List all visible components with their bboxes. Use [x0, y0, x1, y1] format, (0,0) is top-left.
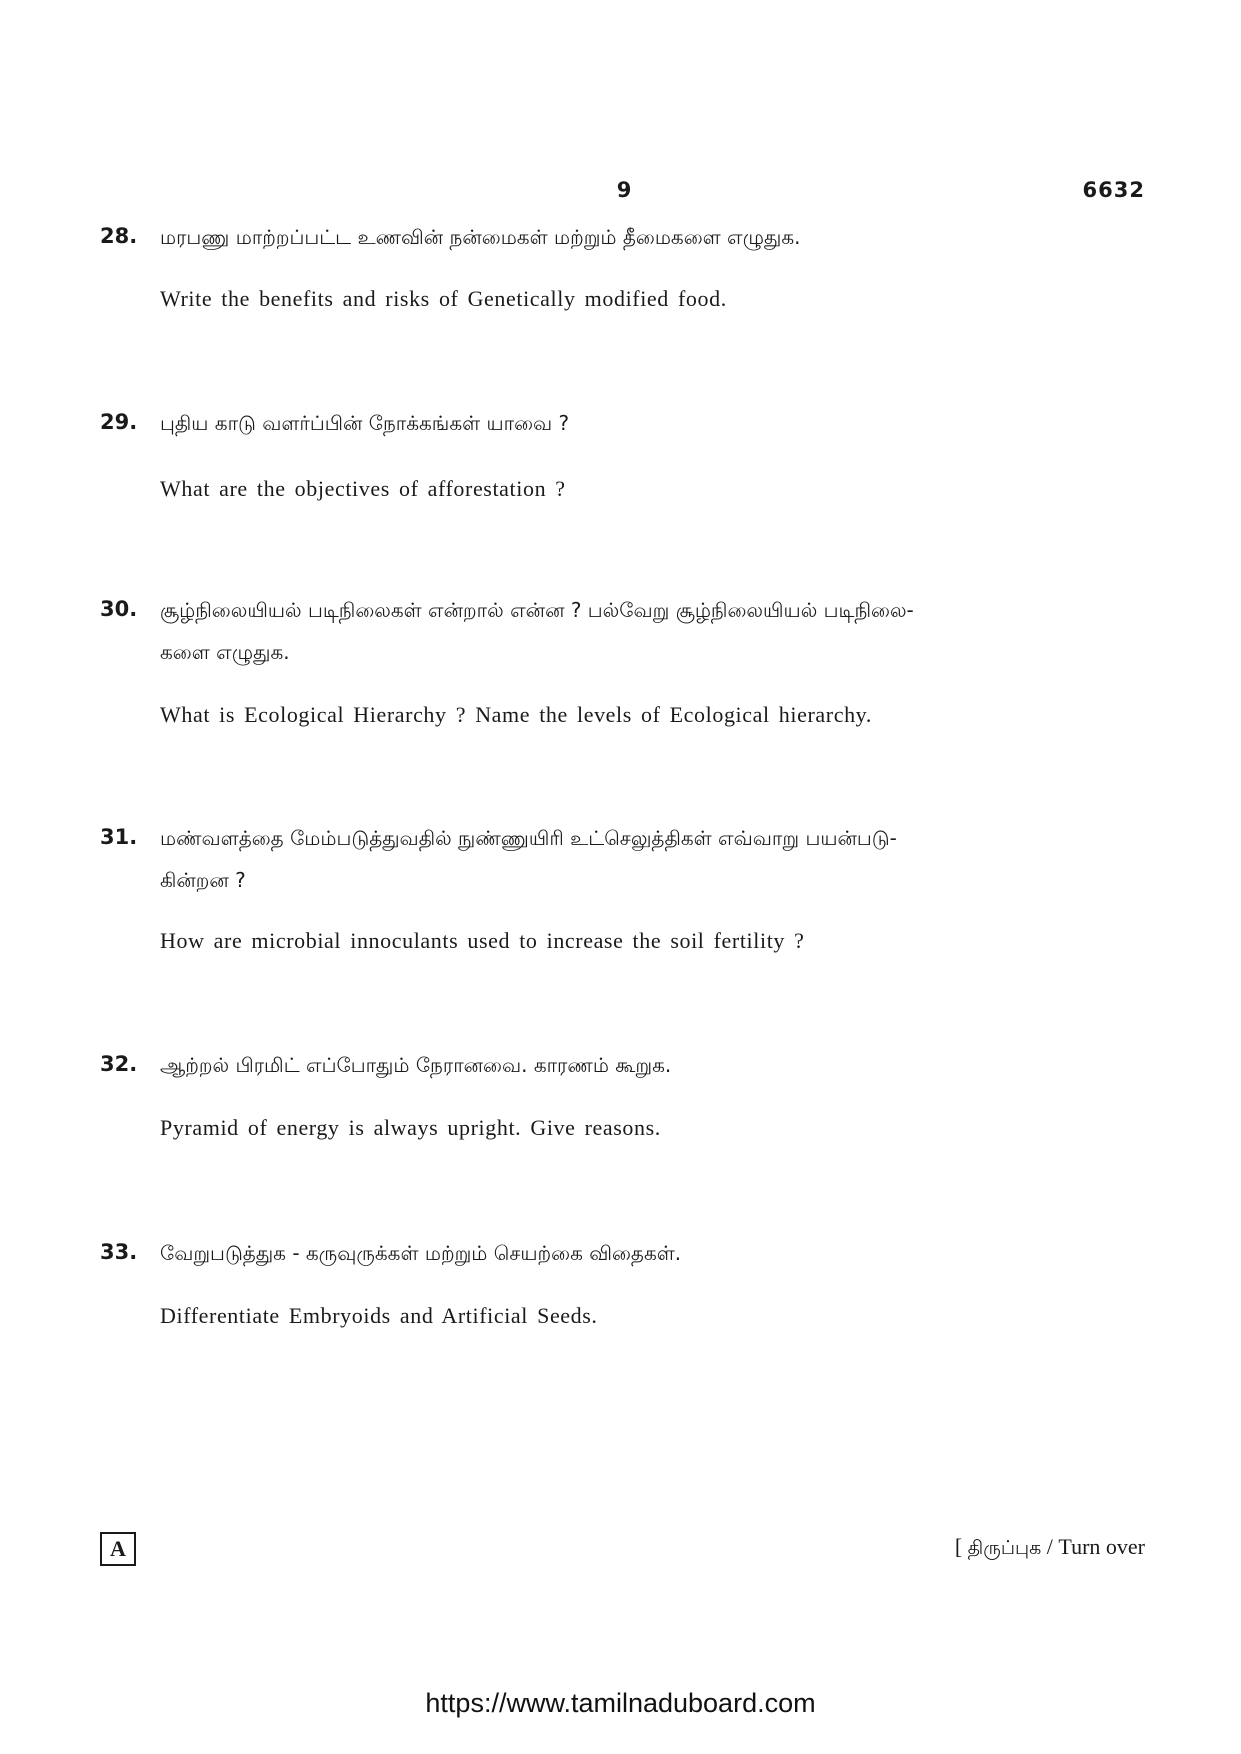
page-number: 9	[616, 178, 632, 202]
question-text-tamil: மண்வளத்தை மேம்படுத்துவதில் நுண்ணுயிரி உட்செலுத்திகள் எவ்வாறு பயன்படு- கின்றன ?	[160, 826, 897, 892]
question-number: 31.	[100, 825, 138, 849]
question-number: 32.	[100, 1052, 138, 1076]
question-text-tamil: சூழ்நிலையியல் படிநிலைகள் என்றால் என்ன ? பல்வேறு சூழ்நிலையியல் படிநிலை- களை எழுதுக.	[160, 598, 914, 664]
question-text-tamil: புதிய காடு வளர்ப்பின் நோக்கங்கள் யாவை ?	[160, 411, 570, 435]
question-text-tamil: வேறுபடுத்துக - கருவுருக்கள் மற்றும் செயற்கை விதைகள்.	[160, 1241, 682, 1265]
turn-over-bracket: [	[954, 1534, 968, 1559]
question-text-tamil: ஆற்றல் பிரமிட் எப்போதும் நேரானவை. காரணம் கூறுக.	[160, 1053, 672, 1077]
question-number: 29.	[100, 410, 138, 434]
turn-over-tamil: திருப்புக	[967, 1537, 1042, 1559]
question-text-english: Write the benefits and risks of Genetically modified food.	[160, 286, 727, 311]
section-label-box: A	[100, 1532, 136, 1566]
paper-code: 6632	[1082, 178, 1145, 202]
question-number: 30.	[100, 597, 138, 621]
question-text-english: How are microbial innoculants used to increase the soil fertility ?	[160, 928, 805, 953]
question-text-english: Pyramid of energy is always upright. Give reasons.	[160, 1115, 661, 1140]
question-text-english: What is Ecological Hierarchy ? Name the levels of Ecological hierarchy.	[160, 702, 872, 727]
source-url: https://www.tamilnaduboard.com	[425, 1688, 816, 1718]
question-text-english: Differentiate Embryoids and Artificial Seeds.	[160, 1303, 598, 1328]
turn-over-english: Turn over	[1058, 1534, 1145, 1559]
question-number: 33.	[100, 1240, 138, 1264]
turn-over-separator: /	[1041, 1534, 1059, 1559]
turn-over-note	[955, 1534, 1145, 1562]
question-text-english: What are the objectives of afforestation ?	[160, 476, 566, 501]
question-number: 28.	[100, 224, 138, 248]
question-text-tamil: மரபணு மாற்றப்பட்ட உணவின் நன்மைகள் மற்றும் தீமைகளை எழுதுக.	[160, 225, 801, 249]
